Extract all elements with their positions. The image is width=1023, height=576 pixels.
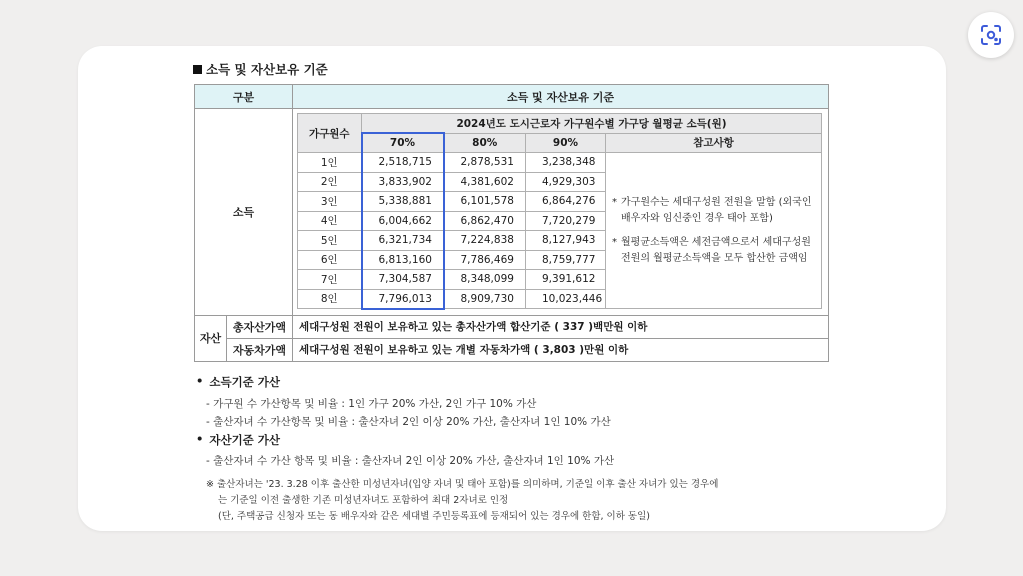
heading-text: 소득 및 자산보유 기준 bbox=[206, 62, 328, 77]
household-size: 6인 bbox=[298, 250, 362, 270]
col-header-category: 구분 bbox=[195, 85, 293, 109]
income-70: 6,321,734 bbox=[362, 231, 444, 251]
bullet-icon: • bbox=[196, 432, 204, 446]
income-90: 7,720,279 bbox=[526, 211, 606, 231]
note-text: 가구원수는 세대구성원 전원을 말함 (외국인 배우자와 임신중인 경우 태아 포함) bbox=[621, 196, 812, 224]
pct-70-header: 70% bbox=[362, 133, 444, 153]
household-size: 2인 bbox=[298, 172, 362, 192]
income-cell bbox=[293, 109, 829, 316]
car-asset-label: 자동차가액 bbox=[227, 338, 293, 361]
income-bonus-item: - 출산자녀 수 가산항목 및 비율 : 출산자녀 2인 이상 20% 가산, 출산자녀 1인 10% 가산 bbox=[206, 416, 611, 428]
footnote-line: ※ 출산자녀는 '23. 3.28 이후 출산한 미성년자녀(입양 자녀 및 태아 포함)를 의미하며, 기준일 이후 출산 자녀가 있는 경우에 bbox=[206, 479, 719, 490]
total-asset-label: 총자산가액 bbox=[227, 315, 293, 338]
income-80: 7,224,838 bbox=[444, 231, 526, 251]
income-80: 7,786,469 bbox=[444, 250, 526, 270]
income-70: 7,796,013 bbox=[362, 289, 444, 309]
income-90: 8,127,943 bbox=[526, 231, 606, 251]
income-70: 2,518,715 bbox=[362, 153, 444, 173]
notes-cell bbox=[606, 153, 822, 309]
asset-bonus-item: - 출산자녀 수 가산 항목 및 비율 : 출산자녀 2인 이상 20% 가산, 출산자녀 1인 10% 가산 bbox=[206, 455, 615, 467]
income-bonus-item: - 가구원 수 가산항목 및 비율 : 1인 가구 20% 가산, 2인 가구 10% 가산 bbox=[206, 398, 537, 410]
footnote-line: (단, 주택공급 신청자 또는 동 배우자와 같은 세대별 주민등록표에 등재되어 있는 경우에 한함, 이하 동일) bbox=[218, 511, 650, 522]
income-table bbox=[297, 113, 822, 310]
lens-search-button[interactable] bbox=[968, 12, 1014, 58]
income-80: 6,862,470 bbox=[444, 211, 526, 231]
square-bullet-icon bbox=[193, 65, 202, 74]
note-item bbox=[612, 235, 813, 267]
income-90: 10,023,446 bbox=[526, 289, 606, 309]
note-text: 월평균소득액은 세전금액으로서 세대구성원 전원의 월평균소득액을 모두 합산한 금액임 bbox=[621, 236, 811, 264]
asset-label: 자산 bbox=[195, 315, 227, 361]
asset-bonus-heading bbox=[196, 432, 280, 448]
income-70: 5,338,881 bbox=[362, 192, 444, 212]
household-size: 3인 bbox=[298, 192, 362, 212]
income-70: 3,833,902 bbox=[362, 172, 444, 192]
income-70: 6,004,662 bbox=[362, 211, 444, 231]
income-80: 8,909,730 bbox=[444, 289, 526, 309]
note-item bbox=[612, 195, 813, 227]
income-90: 6,864,276 bbox=[526, 192, 606, 212]
bullet-text: 소득기준 가산 bbox=[209, 375, 281, 389]
note-marker: * bbox=[612, 236, 617, 248]
pct-80-header: 80% bbox=[444, 133, 526, 153]
criteria-table bbox=[194, 84, 829, 362]
car-asset-value: 세대구성원 전원이 보유하고 있는 개별 자동차가액 ( 3,803 )만원 이하 bbox=[293, 338, 829, 361]
household-size: 5인 bbox=[298, 231, 362, 251]
section-heading bbox=[193, 60, 328, 78]
note-marker: * bbox=[612, 196, 617, 208]
lens-search-icon bbox=[979, 23, 1003, 47]
income-bonus-heading bbox=[196, 374, 280, 390]
income-70: 6,813,160 bbox=[362, 250, 444, 270]
footnote-line: 는 기준일 이전 출생한 기존 미성년자녀도 포함하여 최대 2자녀로 인정 bbox=[218, 495, 509, 506]
income-90: 3,238,348 bbox=[526, 153, 606, 173]
income-90: 4,929,303 bbox=[526, 172, 606, 192]
household-size: 4인 bbox=[298, 211, 362, 231]
total-asset-value: 세대구성원 전원이 보유하고 있는 총자산가액 합산기준 ( 337 )백만원 이하 bbox=[293, 315, 829, 338]
bullet-text: 자산기준 가산 bbox=[209, 433, 281, 447]
income-80: 8,348,099 bbox=[444, 270, 526, 290]
income-90: 9,391,612 bbox=[526, 270, 606, 290]
income-80: 4,381,602 bbox=[444, 172, 526, 192]
income-80: 6,101,578 bbox=[444, 192, 526, 212]
income-title: 2024년도 도시근로자 가구원수별 가구당 월평균 소득(원) bbox=[362, 114, 822, 134]
household-size: 1인 bbox=[298, 153, 362, 173]
household-header: 가구원수 bbox=[298, 114, 362, 153]
household-size: 8인 bbox=[298, 289, 362, 309]
household-size: 7인 bbox=[298, 270, 362, 290]
notes-header: 참고사항 bbox=[606, 133, 822, 153]
col-header-criteria: 소득 및 자산보유 기준 bbox=[293, 85, 829, 109]
income-90: 8,759,777 bbox=[526, 250, 606, 270]
income-80: 2,878,531 bbox=[444, 153, 526, 173]
income-70: 7,304,587 bbox=[362, 270, 444, 290]
table-row bbox=[298, 153, 822, 173]
income-label: 소득 bbox=[195, 109, 293, 316]
bullet-icon: • bbox=[196, 374, 204, 388]
pct-90-header: 90% bbox=[526, 133, 606, 153]
